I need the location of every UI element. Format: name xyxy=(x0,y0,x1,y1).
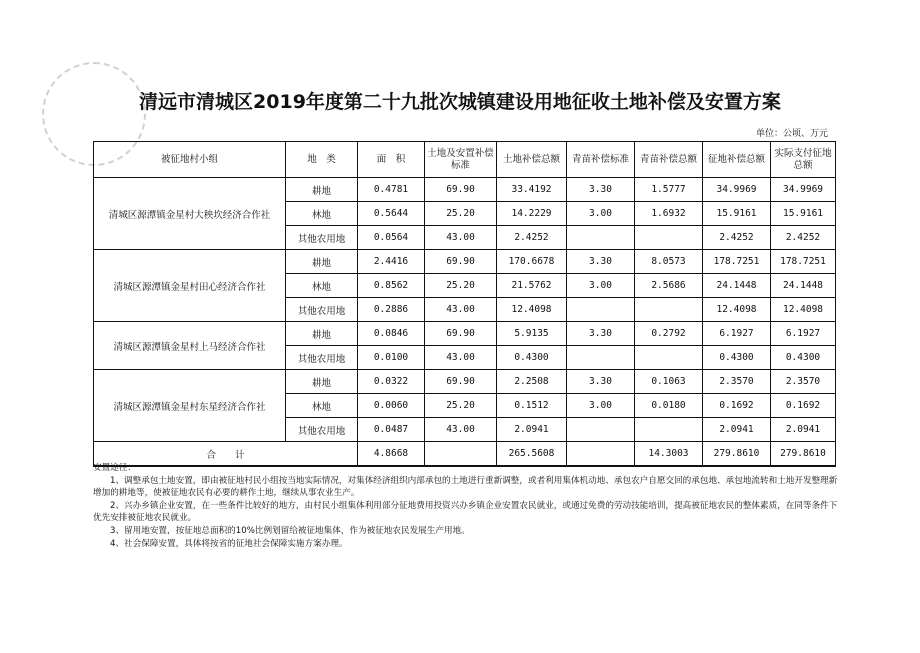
value-cell: 2.0941 xyxy=(771,418,836,442)
document-title: 清远市清城区2019年度第二十九批次城镇建设用地征收土地补偿及安置方案 xyxy=(139,91,781,113)
header-row xyxy=(94,142,836,178)
value-cell: 43.00 xyxy=(425,346,497,370)
land-type-cell: 耕地 xyxy=(286,322,358,346)
land-type-cell: 林地 xyxy=(286,202,358,226)
value-cell: 178.7251 xyxy=(771,250,836,274)
village-group-name: 清城区源潭镇金星村东星经济合作社 xyxy=(94,370,286,442)
value-cell: 25.20 xyxy=(425,274,497,298)
value-cell xyxy=(635,418,703,442)
value-cell: 0.0564 xyxy=(358,226,425,250)
table-row xyxy=(94,322,836,346)
value-cell: 0.1692 xyxy=(771,394,836,418)
value-cell: 0.4300 xyxy=(771,346,836,370)
value-cell: 2.4416 xyxy=(358,250,425,274)
total-value-cell: 279.8610 xyxy=(703,442,771,467)
value-cell: 2.0941 xyxy=(497,418,567,442)
unit-label: 单位：公顷、万元 xyxy=(755,129,828,139)
note-item: 4、社会保障安置，具体将按省的征地社会保障实施方案办理。 xyxy=(110,538,348,549)
value-cell: 178.7251 xyxy=(703,250,771,274)
value-cell: 6.1927 xyxy=(771,322,836,346)
total-value-cell: 279.8610 xyxy=(771,442,836,467)
value-cell: 69.90 xyxy=(425,322,497,346)
value-cell: 170.6678 xyxy=(497,250,567,274)
land-type-cell: 林地 xyxy=(286,274,358,298)
column-header: 面 积 xyxy=(358,142,425,178)
value-cell xyxy=(567,346,635,370)
table-row xyxy=(94,250,836,274)
total-value-cell: 265.5608 xyxy=(497,442,567,467)
value-cell: 69.90 xyxy=(425,178,497,202)
value-cell: 1.6932 xyxy=(635,202,703,226)
value-cell xyxy=(635,346,703,370)
value-cell: 6.1927 xyxy=(703,322,771,346)
value-cell: 12.4098 xyxy=(497,298,567,322)
value-cell: 2.5686 xyxy=(635,274,703,298)
value-cell: 0.1063 xyxy=(635,370,703,394)
value-cell: 0.4300 xyxy=(497,346,567,370)
value-cell: 43.00 xyxy=(425,298,497,322)
notes-heading: 安置途径： xyxy=(93,463,136,473)
land-type-cell: 其他农用地 xyxy=(286,346,358,370)
value-cell: 0.0846 xyxy=(358,322,425,346)
note-item: 2、兴办乡镇企业安置，在一些条件比较好的地方，由村民小组集体利用部分征地费用投资兴办乡镇企业安置农民就业，或通过免费的劳动技能培训，提高被征地农民的整体素质，在同等条件下优先安排被征地农民就业。 xyxy=(93,500,838,524)
value-cell: 0.0322 xyxy=(358,370,425,394)
value-cell: 14.2229 xyxy=(497,202,567,226)
column-header: 实际支付征地总额 xyxy=(771,142,836,178)
land-type-cell: 耕地 xyxy=(286,250,358,274)
value-cell xyxy=(567,298,635,322)
value-cell: 0.4781 xyxy=(358,178,425,202)
table-row xyxy=(94,178,836,202)
value-cell: 15.9161 xyxy=(703,202,771,226)
value-cell xyxy=(635,298,703,322)
value-cell: 69.90 xyxy=(425,370,497,394)
value-cell: 1.5777 xyxy=(635,178,703,202)
total-label: 合 计 xyxy=(94,442,358,467)
note-item: 1、调整承包土地安置，即由被征地村民小组按当地实际情况，对集体经济组织内部承包的土地进行重新调整，或者利用集体机动地、承包农户自愿交回的承包地、承包地流转和土地开发整理新增加的耕地等，使被征地农民有必要的耕作土地，继续从事农业生产。 xyxy=(93,475,838,499)
value-cell: 0.0100 xyxy=(358,346,425,370)
value-cell: 0.5644 xyxy=(358,202,425,226)
village-group-name: 清城区源潭镇金星村上马经济合作社 xyxy=(94,322,286,370)
column-header: 被征地村小组 xyxy=(94,142,286,178)
table-row xyxy=(94,370,836,394)
value-cell: 2.4252 xyxy=(771,226,836,250)
value-cell: 0.8562 xyxy=(358,274,425,298)
value-cell: 43.00 xyxy=(425,226,497,250)
column-header: 青苗补偿总额 xyxy=(635,142,703,178)
land-type-cell: 耕地 xyxy=(286,370,358,394)
value-cell: 0.0180 xyxy=(635,394,703,418)
value-cell: 0.2886 xyxy=(358,298,425,322)
value-cell xyxy=(567,418,635,442)
column-header: 青苗补偿标准 xyxy=(567,142,635,178)
village-group-name: 清城区源潭镇金星村大秧坎经济合作社 xyxy=(94,178,286,250)
column-header: 征地补偿总额 xyxy=(703,142,771,178)
value-cell: 0.1692 xyxy=(703,394,771,418)
value-cell: 0.4300 xyxy=(703,346,771,370)
value-cell: 43.00 xyxy=(425,418,497,442)
land-type-cell: 耕地 xyxy=(286,178,358,202)
land-type-cell: 其他农用地 xyxy=(286,298,358,322)
value-cell: 24.1448 xyxy=(771,274,836,298)
value-cell: 69.90 xyxy=(425,250,497,274)
value-cell: 2.0941 xyxy=(703,418,771,442)
land-type-cell: 其他农用地 xyxy=(286,418,358,442)
value-cell: 12.4098 xyxy=(771,298,836,322)
value-cell: 25.20 xyxy=(425,202,497,226)
value-cell: 2.4252 xyxy=(497,226,567,250)
value-cell: 0.0487 xyxy=(358,418,425,442)
note-item: 3、留用地安置，按征地总面积的10%比例划留给被征地集体，作为被征地农民发展生产用地。 xyxy=(110,525,470,536)
value-cell: 33.4192 xyxy=(497,178,567,202)
value-cell: 2.2508 xyxy=(497,370,567,394)
land-type-cell: 林地 xyxy=(286,394,358,418)
total-value-cell: 4.8668 xyxy=(358,442,425,467)
value-cell xyxy=(567,226,635,250)
column-header: 地 类 xyxy=(286,142,358,178)
value-cell: 34.9969 xyxy=(771,178,836,202)
value-cell: 12.4098 xyxy=(703,298,771,322)
village-group-name: 清城区源潭镇金星村田心经济合作社 xyxy=(94,250,286,322)
value-cell: 15.9161 xyxy=(771,202,836,226)
value-cell: 0.0060 xyxy=(358,394,425,418)
column-header: 土地补偿总额 xyxy=(497,142,567,178)
value-cell: 3.00 xyxy=(567,274,635,298)
value-cell: 2.3570 xyxy=(771,370,836,394)
value-cell: 0.1512 xyxy=(497,394,567,418)
value-cell: 24.1448 xyxy=(703,274,771,298)
value-cell: 3.30 xyxy=(567,370,635,394)
value-cell: 25.20 xyxy=(425,394,497,418)
value-cell: 0.2792 xyxy=(635,322,703,346)
land-type-cell: 其他农用地 xyxy=(286,226,358,250)
resettlement-notes xyxy=(93,462,838,550)
value-cell: 5.9135 xyxy=(497,322,567,346)
value-cell: 2.4252 xyxy=(703,226,771,250)
value-cell: 3.30 xyxy=(567,322,635,346)
value-cell: 3.00 xyxy=(567,394,635,418)
value-cell: 3.30 xyxy=(567,178,635,202)
value-cell: 8.0573 xyxy=(635,250,703,274)
value-cell: 3.00 xyxy=(567,202,635,226)
value-cell xyxy=(635,226,703,250)
value-cell: 21.5762 xyxy=(497,274,567,298)
value-cell: 34.9969 xyxy=(703,178,771,202)
value-cell: 3.30 xyxy=(567,250,635,274)
total-value-cell: 14.3003 xyxy=(635,442,703,467)
column-header: 土地及安置补偿标准 xyxy=(425,142,497,178)
compensation-table xyxy=(93,141,836,467)
value-cell: 2.3570 xyxy=(703,370,771,394)
